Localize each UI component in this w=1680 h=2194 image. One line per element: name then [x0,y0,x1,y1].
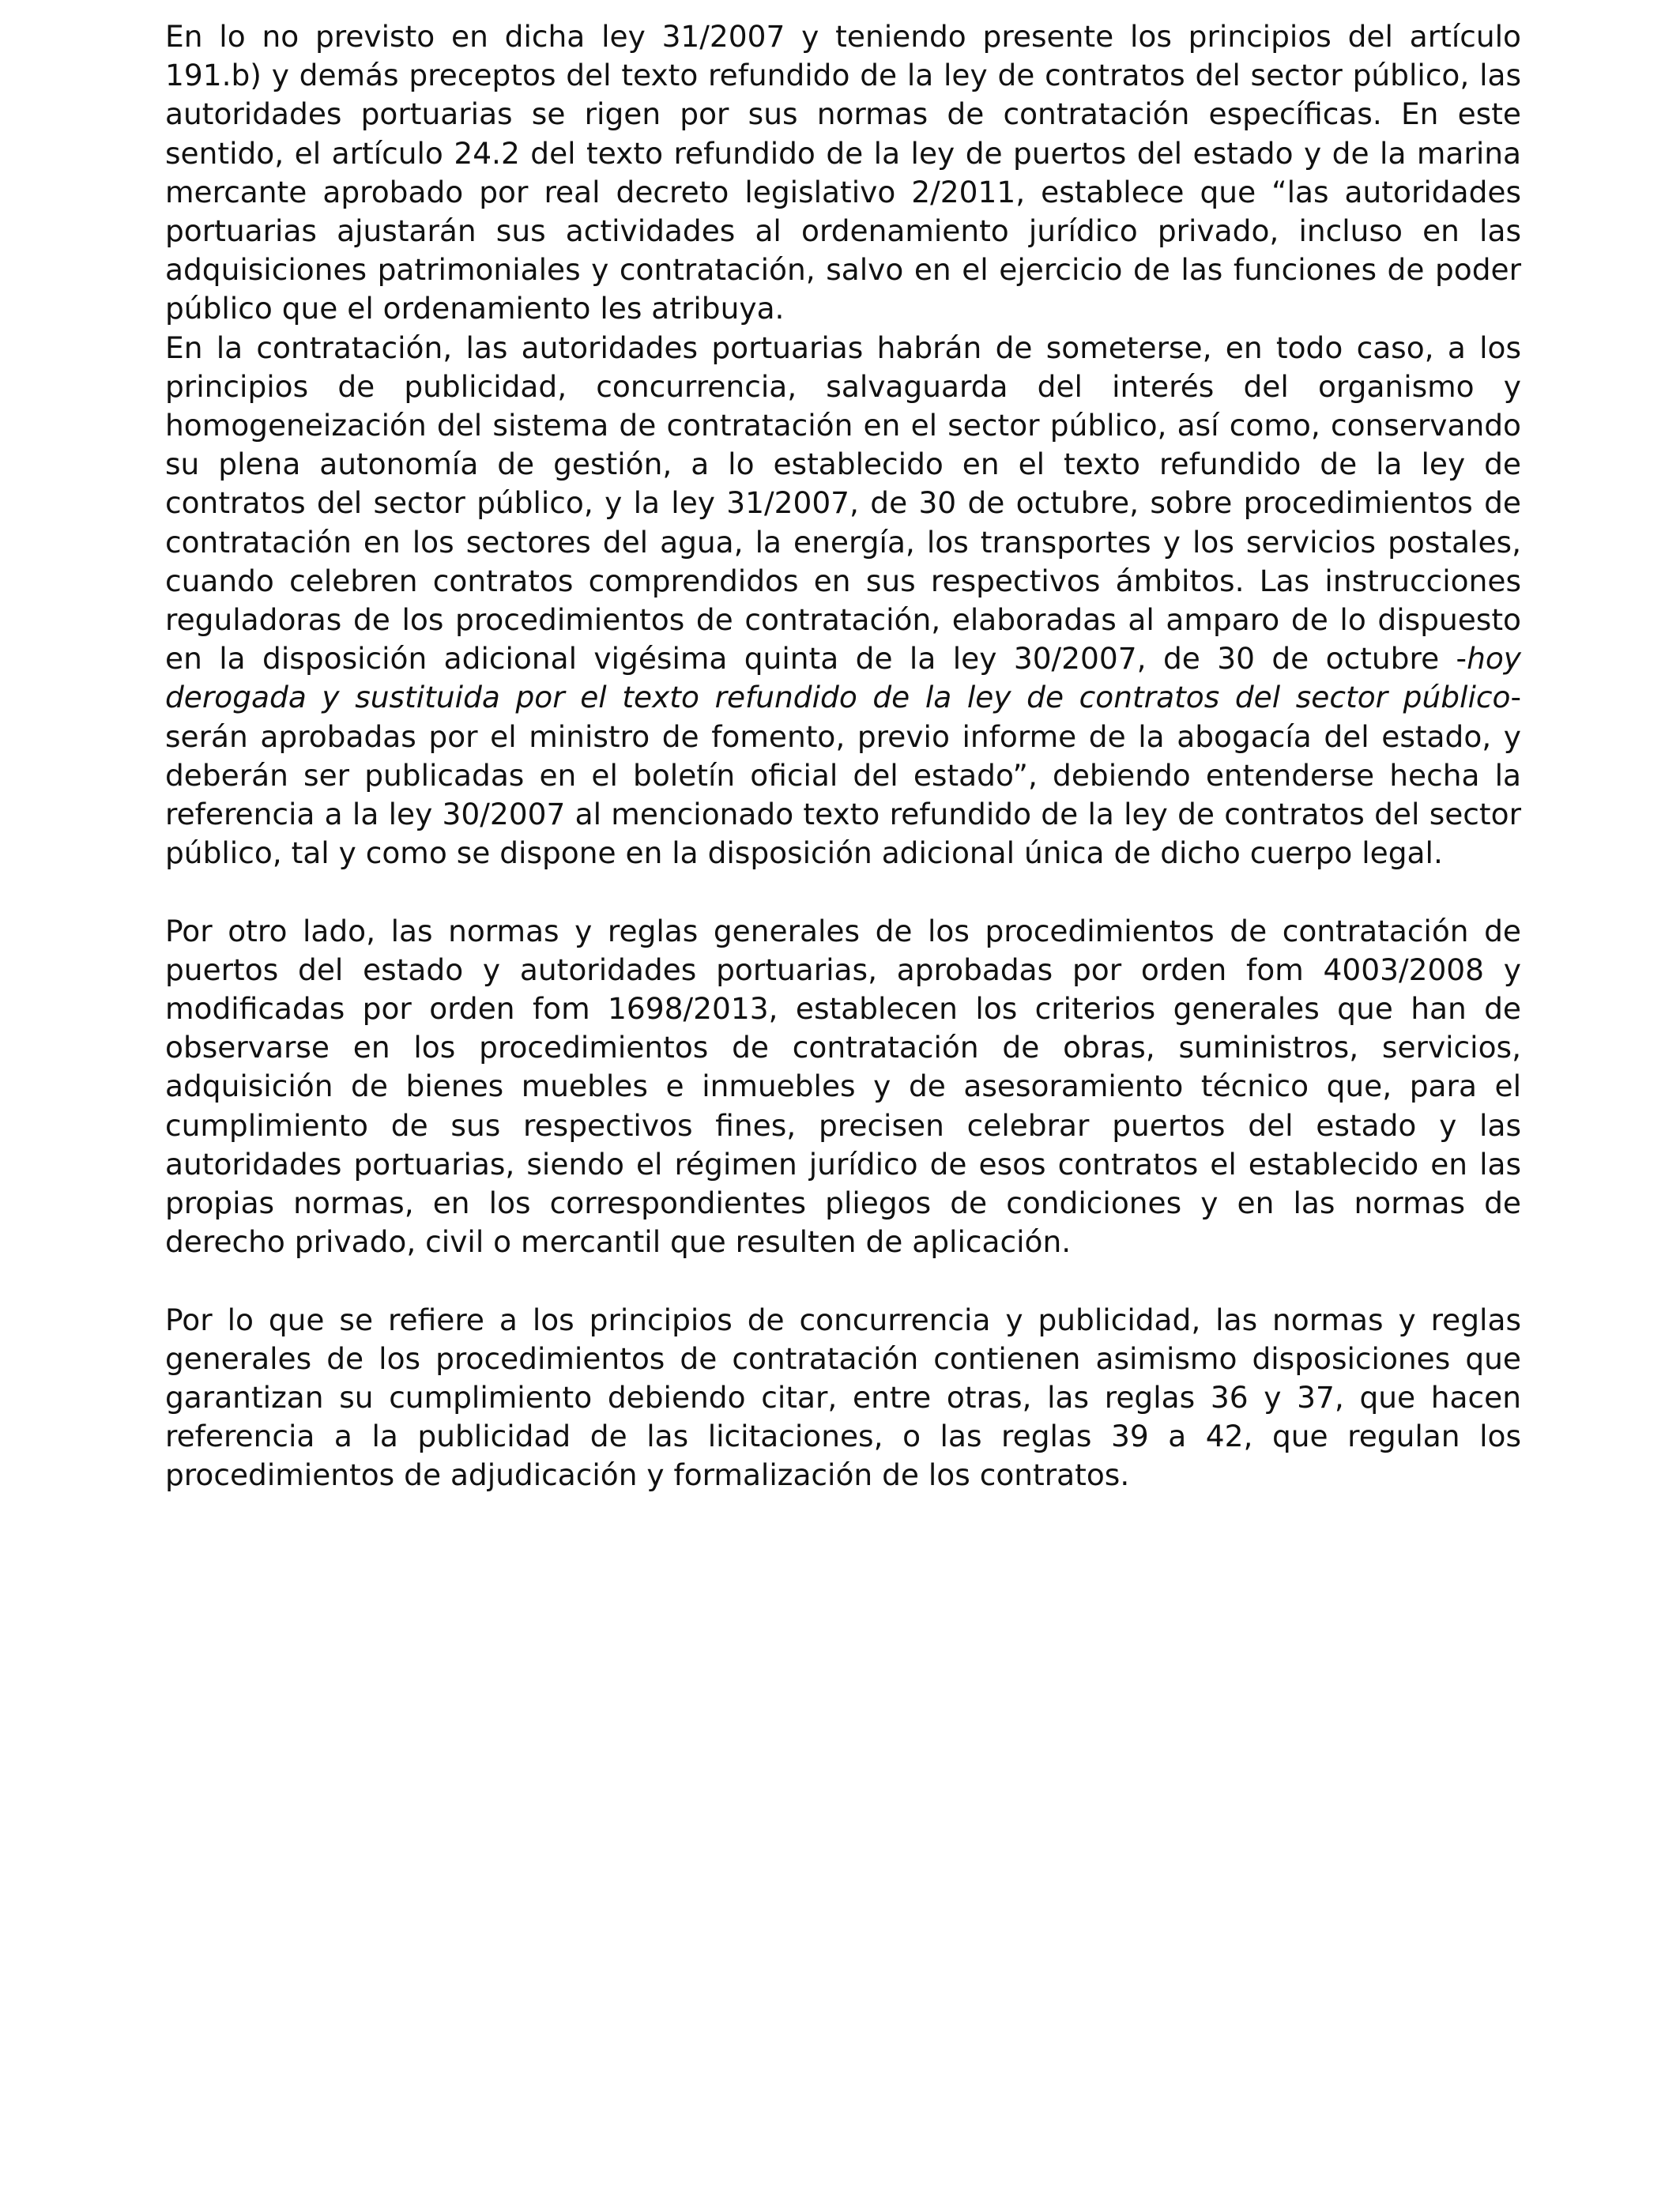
paragraph-1: En lo no previsto en dicha ley 31/2007 y teniendo presente los principios del artículo 191.b) y demás preceptos del texto refundido de la ley de contratos del sector público, las autoridades portuarias se rigen por sus normas de contratación específicas. En este sentido, el artículo 24.2 del texto refundido de la ley de puertos del estado y de la marina mercante aprobado por real decreto legislativo 2/2011, establece que “las autoridades portuarias ajustarán sus actividades al ordenamiento jurídico privado, incluso en las adquisiciones patrimoniales y contratación, salvo en el ejercicio de las funciones de poder público que el ordenamiento les atribuya. [165,19,1521,326]
paragraph-3: Por otro lado, las normas y reglas generales de los procedimientos de contratación de puertos del estado y autoridades portuarias, aprobadas por orden fom 4003/2008 y modificadas por orden fom 1698/2013, establecen los criterios generales que han de observarse en los procedimientos de contratación de obras, suministros, servicios, adquisición de bienes muebles e inmuebles y de asesoramiento técnico que, para el cumplimiento de sus respectivos fines, precisen celebrar puertos del estado y las autoridades portuarias, siendo el régimen jurídico de esos contratos el establecido en las propias normas, en los correspondientes pliegos de condiciones y en las normas de derecho privado, civil o mercantil que resulten de aplicación. [165,913,1521,1260]
paragraph-2-text-start: En la contratación, las autoridades portuarias habrán de someterse, en todo caso, a los principios de publicidad, concurrencia, salvaguarda del interés del organismo y homogeneización del sistema de contratación en el sector público, así como, conservando su plena autonomía de gestión, a lo establecido en el texto refundido de la ley de contratos del sector público, y la ley 31/2007, de 30 de octubre, sobre procedimientos de contratación en los sectores del agua, la energía, los transportes y los servicios postales, cuando celebren contratos comprendidos en sus respectivos ámbitos. Las instrucciones reguladoras de los procedimientos de contratación, elaboradas al amparo de lo dispuesto en la disposición adicional vigésima quinta de la ley 30/2007, de 30 de octubre - [165,330,1521,677]
paragraph-2-italic-text: hoy derogada y sustituida por el texto refundido de la ley de contratos del sector público [165,641,1521,715]
paragraph-2-text-end: - serán aprobadas por el ministro de fomento, previo informe de la abogacía del estado, y deberán ser publicadas en el boletín oficial del estado”, debiendo entenderse hecha la referencia a la ley 30/2007 al mencionado texto refundido de la ley de contratos del sector público, tal y como se dispone en la disposición adicional única de dicho cuerpo legal. [165,680,1521,871]
paragraph-2 [165,329,1521,873]
paragraph-4: Por lo que se refiere a los principios de concurrencia y publicidad, las normas y reglas generales de los procedimientos de contratación contienen asimismo disposiciones que garantizan su cumplimiento debiendo citar, entre otras, las reglas 36 y 37, que hacen referencia a la publicidad de las licitaciones, o las reglas 39 a 42, que regulan los procedimientos de adjudicación y formalización de los contratos. [165,1302,1521,1493]
document-page [165,17,1521,1495]
